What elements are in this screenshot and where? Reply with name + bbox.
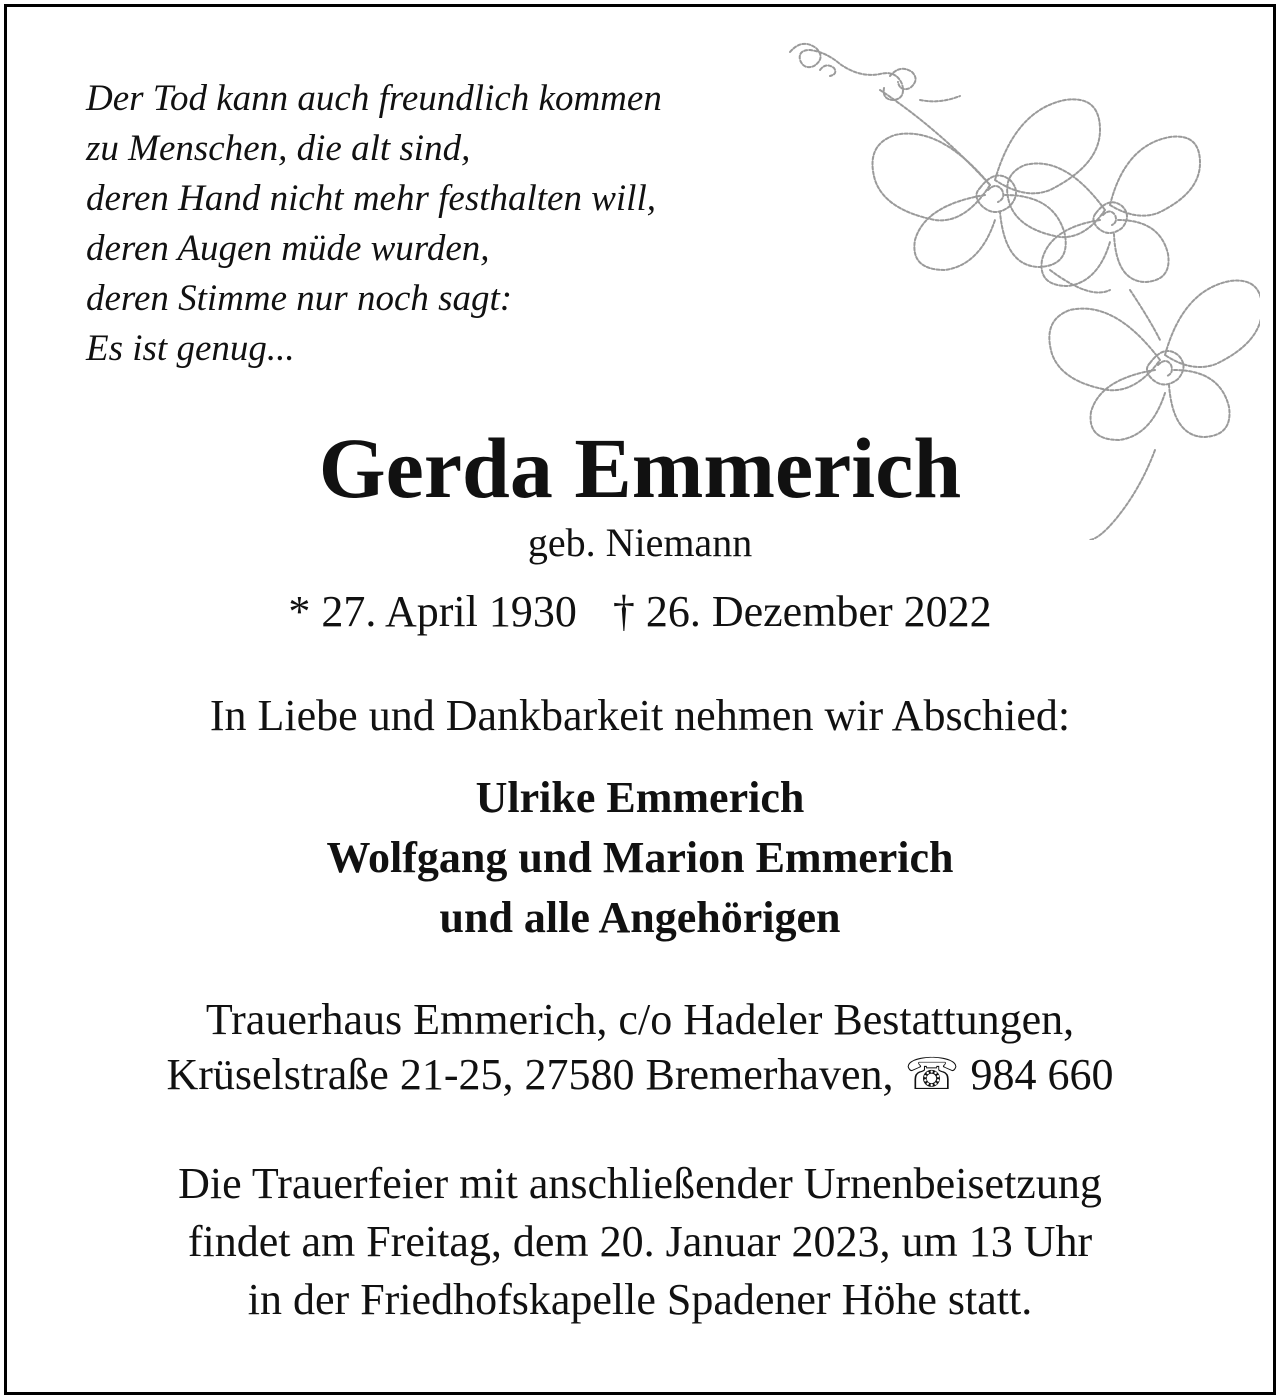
mourner-line: und alle Angehörigen [439, 893, 841, 942]
orchid-flower [1049, 281, 1260, 440]
telephone-icon: ☏ [904, 1050, 960, 1099]
maiden-name: geb. Niemann [527, 520, 753, 565]
birth-date: * 27. April 1930 [288, 587, 577, 636]
poem-line: deren Hand nicht mehr festhalten will, [86, 178, 656, 219]
mourner-line: Wolfgang und Marion Emmerich [326, 833, 954, 882]
death-date: † 26. Dezember 2022 [612, 587, 992, 636]
mourners [0, 768, 1280, 948]
poem-line: deren Augen müde wurden, [86, 228, 490, 269]
orchid-flower [873, 99, 1101, 270]
farewell-line: In Liebe und Dankbarkeit nehmen wir Abschied: [209, 691, 1071, 740]
mourner-line: Ulrike Emmerich [475, 773, 805, 822]
poem-line: Der Tod kann auch freundlich kommen [86, 78, 662, 119]
poem-line: zu Menschen, die alt sind, [86, 128, 471, 169]
phone-number: 984 660 [970, 1050, 1114, 1099]
ceremony-line: findet am Freitag, dem 20. Januar 2023, um 13 Uhr [187, 1217, 1093, 1266]
poem [86, 74, 662, 374]
orchid-flower [1007, 137, 1200, 286]
ceremony-line: in der Friedhofskapelle Spadener Höhe statt. [247, 1275, 1033, 1324]
address-line [0, 1047, 1280, 1102]
poem-line: deren Stimme nur noch sagt: [86, 278, 513, 319]
address-line: Trauerhaus Emmerich, c/o Hadeler Bestattungen, [205, 995, 1075, 1044]
ceremony-info [0, 1155, 1280, 1329]
poem-line: Es ist genug... [86, 328, 295, 369]
deceased-name: Gerda Emmerich [318, 420, 962, 516]
ceremony-line: Die Trauerfeier mit anschließender Urnenbeisetzung [178, 1159, 1102, 1208]
address-street: Krüselstraße 21-25, 27580 Bremerhaven, [166, 1050, 894, 1099]
life-dates [0, 586, 1280, 638]
mourning-house-address [0, 992, 1280, 1102]
